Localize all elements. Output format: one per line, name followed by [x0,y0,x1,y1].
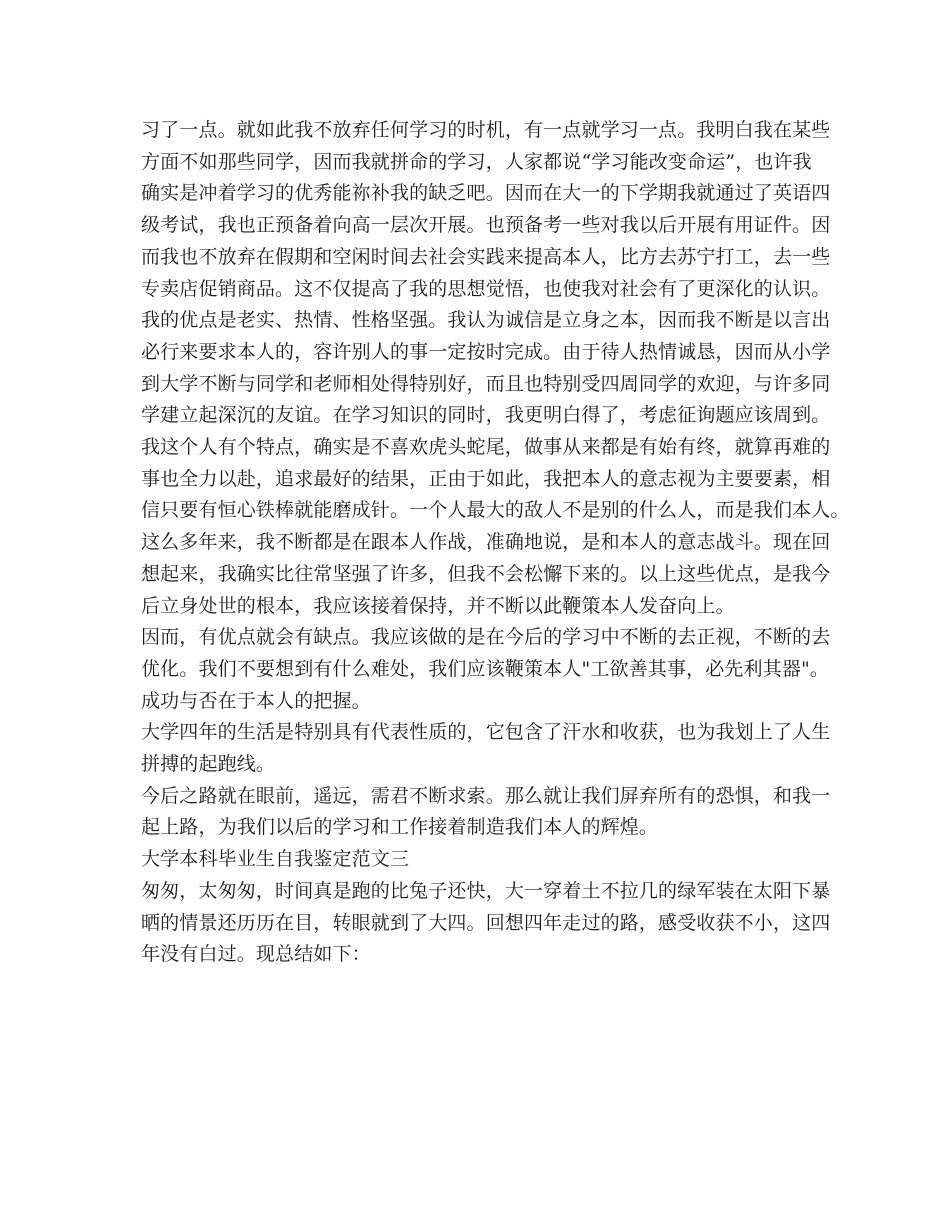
text-line: 起上路，为我们以后的学习和工作接着制造我们本人的辉煌。 [141,816,659,839]
text-line: 事也全力以赴，追求最好的结果，正由于如此，我把本人的意志视为主要要素，相 [141,467,831,490]
text-line: 确实是冲着学习的优秀能祢补我的缺乏吧。因而在大一的下学期我就通过了英语四 [141,182,831,205]
text-line: 年没有白过。现总结如下： [141,943,371,966]
text-line: 想起来，我确实比往常坚强了许多，但我不会松懈下来的。以上这些优点，是我今 [141,562,831,585]
text-line: 匆匆，太匆匆，时间真是跑的比兔子还快，大一穿着土不拉几的绿军装在太阳下暴 [141,879,831,902]
text-line: 今后之路就在眼前，遥远，需君不断求索。那么就让我们屏弃所有的恐惧，和我一 [141,784,831,807]
text-line: 方面不如那些同学，因而我就拼命的学习，人家都说“学习能改变命运”，也许我 [141,150,812,173]
text-line: 拼搏的起跑线。 [141,753,276,776]
text-line: 信只要有恒心铁棒就能磨成针。一个人最大的敌人不是别的什么人，而是我们本人。 [141,499,850,522]
text-line: 专卖店促销商品。这不仅提高了我的思想觉悟，也使我对社会有了更深化的认识。 [141,277,831,300]
text-line: 习了一点。就如此我不放弃任何学习的时机，有一点就学习一点。我明白我在某些 [141,119,831,141]
section-heading: 大学本科毕业生自我鉴定范文三 [141,848,410,871]
text-line: 成功与否在于本人的把握。 [141,689,371,712]
text-line: 到大学不断与同学和老师相处得特别好，而且也特别受四周同学的欢迎，与许多同 [141,372,831,395]
text-line: 大学四年的生活是特别具有代表性质的，它包含了汗水和收获，也为我划上了人生 [141,721,831,744]
text-line: 级考试，我也正预备着向高一层次开展。也预备考一些对我以后开展有用证件。因 [141,214,831,237]
text-line: 我这个人有个特点，确实是不喜欢虎头蛇尾，做事从来都是有始有终，就算再难的 [141,436,831,459]
document-body [141,115,850,971]
text-line: 后立身处世的根本，我应该接着保持，并不断以此鞭策本人发奋向上。 [141,594,735,617]
text-line: 必行来要求本人的，容许别人的事一定按时完成。由于待人热情诚恳，因而从小学 [141,340,831,363]
text-line: 而我也不放弃在假期和空闲时间去社会实践来提高本人，比方去苏宁打工，去一些 [141,245,831,268]
text-line: 优化。我们不要想到有什么难处，我们应该鞭策本人"工欲善其事，必先利其器"。 [141,657,830,680]
text-line: 晒的情景还历历在目，转眼就到了大四。回想四年走过的路，感受收获不小，这四 [141,911,831,934]
text-line: 我的优点是老实、热情、性格坚强。我认为诚信是立身之本，因而我不断是以言出 [141,309,831,332]
text-line: 学建立起深沉的友谊。在学习知识的同时，我更明白得了，考虑征询题应该周到。 [141,404,831,427]
text-line: 这么多年来，我不断都是在跟本人作战，准确地说，是和本人的意志战斗。现在回 [141,531,831,554]
text-line: 因而，有优点就会有缺点。我应该做的是在今后的学习中不断的去正视，不断的去 [141,626,831,649]
